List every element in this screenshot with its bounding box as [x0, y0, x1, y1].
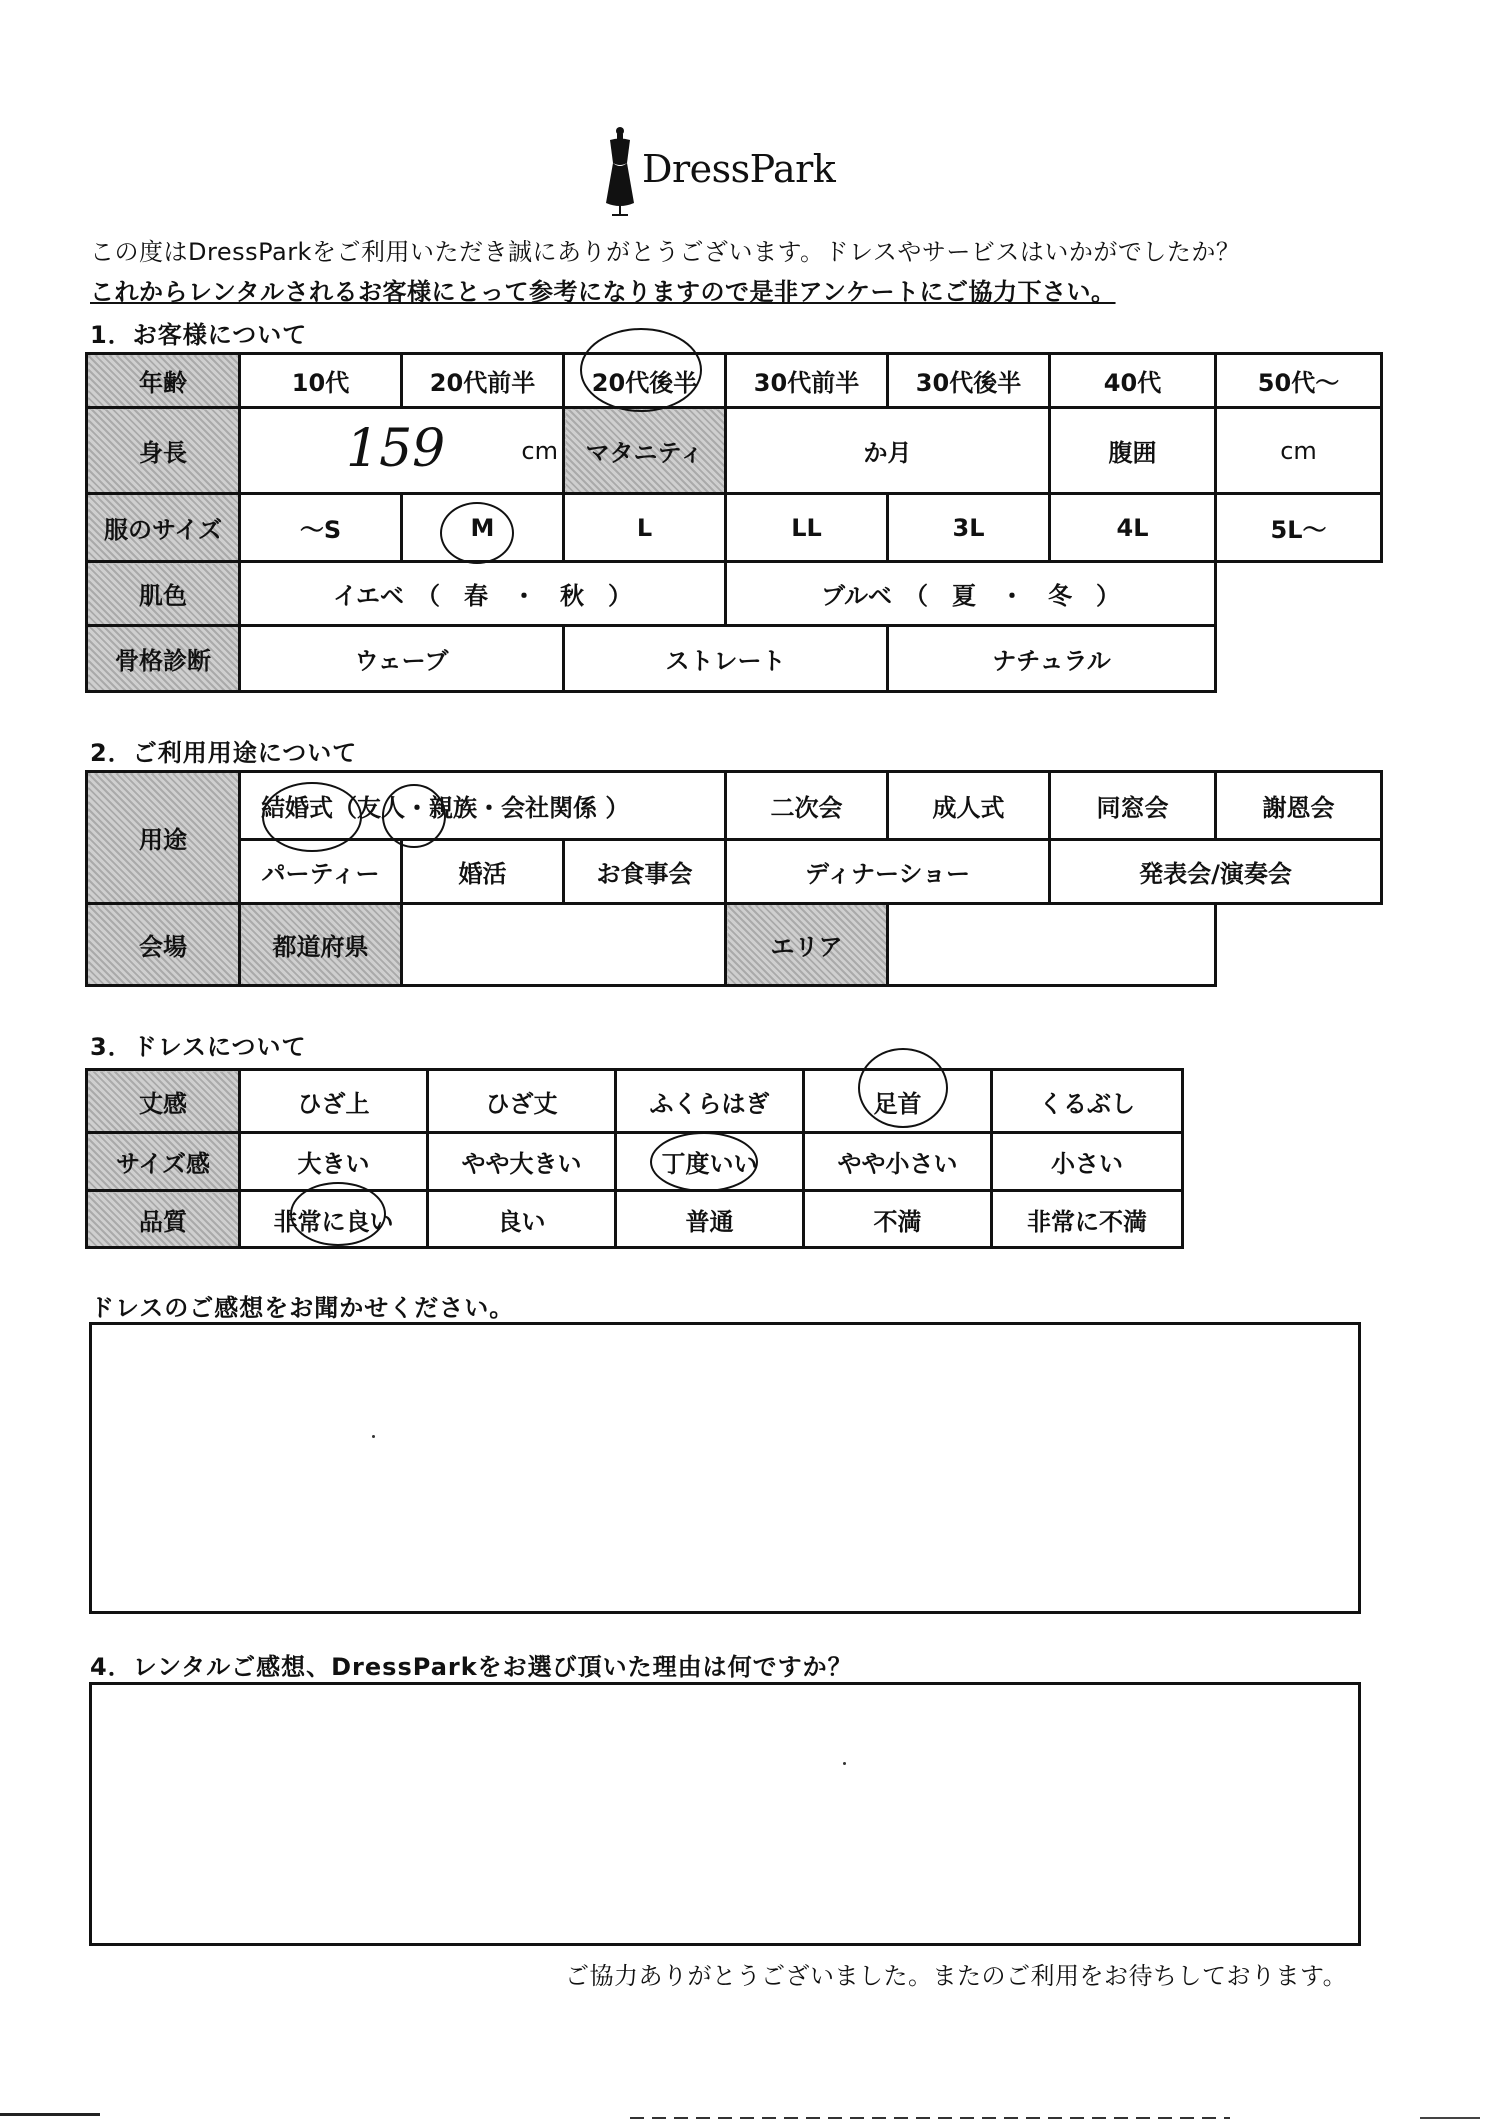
size-option[interactable]: ～S [240, 494, 402, 562]
age-option[interactable]: 20代前半 [402, 354, 564, 408]
size-row [87, 494, 1382, 562]
frame-option[interactable]: ウェーブ [240, 626, 564, 692]
age-label: 年齢 [87, 354, 240, 408]
section2-title: 2．ご利用用途について [90, 739, 358, 767]
age-option[interactable]: 40代 [1050, 354, 1216, 408]
age-option[interactable]: 30代後半 [888, 354, 1050, 408]
length-label: 丈感 [87, 1070, 240, 1133]
purpose-row-2 [87, 840, 1382, 904]
size-option[interactable]: 4L [1050, 494, 1216, 562]
fit-option[interactable]: やや大きい [428, 1133, 616, 1191]
logo-text: DressPark [642, 147, 836, 191]
maternity-label: マタニティ [564, 408, 726, 494]
size-option-text: M [470, 513, 495, 542]
dress-form-icon [600, 125, 640, 220]
wedding-sub-friend: 友人 [357, 794, 405, 822]
quality-option-selected[interactable]: 非常に良い [240, 1191, 428, 1248]
purpose-option[interactable]: パーティー [240, 840, 402, 904]
venue-label: 会場 [87, 904, 240, 986]
purpose-option[interactable]: 同窓会 [1050, 772, 1216, 840]
intro-text: この度はDressParkをご利用いただき誠にありがとうございます。ドレスやサービスはいかがでしたか？ [90, 238, 1241, 266]
height-unit: cm [521, 437, 558, 465]
scan-edge-mark [0, 2113, 100, 2116]
comments-prompt: ドレスのご感想をお聞かせください。 [90, 1294, 515, 1322]
waist-field[interactable] [1216, 408, 1382, 494]
dress-table [85, 1068, 1184, 1249]
months-label: か月 [863, 439, 912, 467]
quality-option[interactable]: 良い [428, 1191, 616, 1248]
comments-box[interactable] [89, 1322, 1361, 1614]
closing-text: ご協力ありがとうございました。またのご利用をお待ちしております。 [565, 1962, 1348, 1990]
size-option[interactable]: 3L [888, 494, 1050, 562]
purpose-table [85, 770, 1383, 987]
size-option-selected[interactable] [402, 494, 564, 562]
quality-option[interactable]: 不満 [804, 1191, 992, 1248]
age-row [87, 354, 1382, 408]
purpose-row-1 [87, 772, 1382, 840]
fit-label: サイズ感 [87, 1133, 240, 1191]
size-option[interactable]: 5L～ [1216, 494, 1382, 562]
maternity-months-field[interactable] [726, 408, 1050, 494]
venue-row [87, 904, 1382, 986]
length-option[interactable]: ひざ上 [240, 1070, 428, 1133]
fit-option[interactable]: 小さい [992, 1133, 1183, 1191]
quality-label: 品質 [87, 1191, 240, 1248]
purpose-option[interactable]: 婚活 [402, 840, 564, 904]
size-label: 服のサイズ [87, 494, 240, 562]
scan-edge-mark [630, 2117, 1230, 2119]
purpose-option[interactable]: お食事会 [564, 840, 726, 904]
purpose-option[interactable]: ディナーショー [726, 840, 1050, 904]
fit-row [87, 1133, 1183, 1191]
purpose-option[interactable]: 発表会/演奏会 [1050, 840, 1382, 904]
section3-title: 3．ドレスについて [90, 1033, 307, 1061]
height-row [87, 408, 1382, 494]
purpose-option[interactable]: 二次会 [726, 772, 888, 840]
length-option[interactable]: ひざ丈 [428, 1070, 616, 1133]
purpose-option[interactable]: 謝恩会 [1216, 772, 1382, 840]
age-option-text: 20代後半 [591, 369, 698, 397]
length-option[interactable]: ふくらはぎ [616, 1070, 804, 1133]
area-field[interactable] [888, 904, 1216, 986]
dresspark-logo [600, 125, 840, 220]
area-label: エリア [726, 904, 888, 986]
quality-option[interactable]: 非常に不満 [992, 1191, 1183, 1248]
wedding-sub-open: （ [333, 794, 357, 822]
frame-label: 骨格診断 [87, 626, 240, 692]
frame-row [87, 626, 1382, 692]
age-option[interactable]: 30代前半 [726, 354, 888, 408]
section4-title: 4．レンタルご感想、DressParkをお選び頂いた理由は何ですか？ [90, 1653, 853, 1681]
quality-row [87, 1191, 1183, 1248]
length-option[interactable]: くるぶし [992, 1070, 1183, 1133]
age-option[interactable]: 10代 [240, 354, 402, 408]
age-option-selected[interactable] [564, 354, 726, 408]
wedding-sub-rest: ・親族・会社関係 ） [405, 794, 630, 822]
wedding-option[interactable] [240, 772, 726, 840]
purpose-label: 用途 [87, 772, 240, 904]
fit-option[interactable]: 大きい [240, 1133, 428, 1191]
prefecture-label: 都道府県 [240, 904, 402, 986]
waist-label: 腹囲 [1050, 408, 1216, 494]
purpose-option[interactable]: 成人式 [888, 772, 1050, 840]
frame-option[interactable]: ストレート [564, 626, 888, 692]
skin-option-yellow-base[interactable]: イエベ （ 春 ・ 秋 ） [240, 562, 726, 626]
fit-option-selected[interactable]: 丁度いい [616, 1133, 804, 1191]
length-row [87, 1070, 1183, 1133]
skin-option-blue-base[interactable]: ブルベ （ 夏 ・ 冬 ） [726, 562, 1216, 626]
scan-edge-mark [1420, 2117, 1480, 2119]
section1-title: 1．お客様について [90, 321, 308, 349]
age-option[interactable]: 50代～ [1216, 354, 1382, 408]
quality-option[interactable]: 普通 [616, 1191, 804, 1248]
customer-info-table [85, 352, 1383, 693]
height-label: 身長 [87, 408, 240, 494]
skin-label: 肌色 [87, 562, 240, 626]
frame-option[interactable]: ナチュラル [888, 626, 1216, 692]
length-option-selected[interactable]: 足首 [804, 1070, 992, 1133]
height-value: 159 [346, 419, 446, 479]
answer-box[interactable] [89, 1682, 1361, 1946]
size-option[interactable]: LL [726, 494, 888, 562]
fit-option[interactable]: やや小さい [804, 1133, 992, 1191]
wedding-label: 結婚式 [261, 794, 333, 822]
waist-unit: cm [1280, 436, 1317, 465]
height-field[interactable] [240, 408, 564, 494]
skin-row [87, 562, 1382, 626]
request-text: これからレンタルされるお客様にとって参考になりますので是非アンケートにご協力下さい。 [90, 278, 1116, 306]
prefecture-field[interactable] [402, 904, 726, 986]
size-option[interactable]: L [564, 494, 726, 562]
